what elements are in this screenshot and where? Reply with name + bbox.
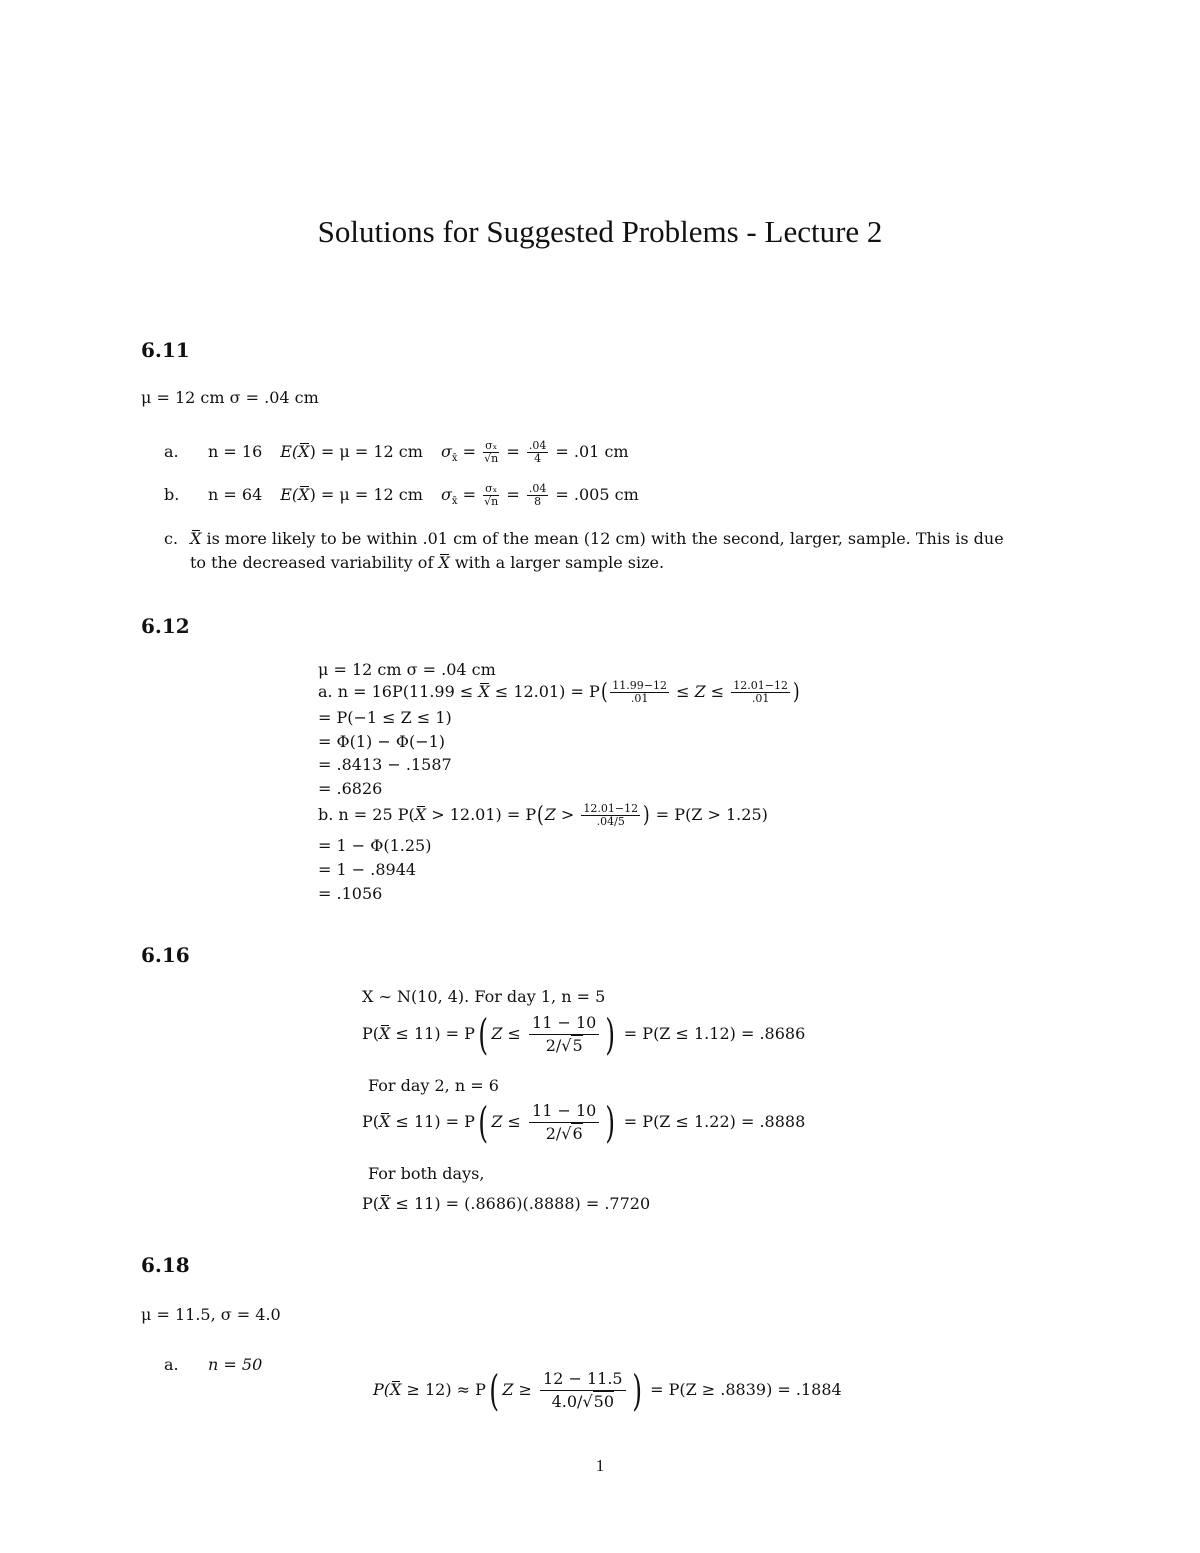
denominator: √n — [484, 452, 499, 465]
sigma-subscript: x̄ — [451, 453, 458, 465]
fraction — [540, 1368, 626, 1413]
numerator: σₓ — [485, 482, 498, 495]
numerator: 11.99−12 — [612, 679, 668, 692]
expectation-value: ) = μ = 12 cm — [309, 485, 423, 504]
part-b-mid: > 12.01) = P — [426, 805, 537, 824]
fraction-sigma-over-root-n — [483, 483, 499, 508]
denominator: .04/5 — [596, 815, 625, 828]
sigma-subscript: x̄ — [451, 496, 458, 508]
denominator-prefix: 4.0/ — [551, 1392, 583, 1411]
numerator: 11 − 10 — [529, 1012, 599, 1035]
fraction — [581, 803, 640, 828]
x-bar-symbol: X — [390, 1380, 402, 1399]
p-mid: ≥ 12) ≈ P — [401, 1380, 486, 1399]
distribution-line: X ∼ N(10, 4). For day 1, n = 5 — [362, 987, 606, 1006]
paren-open: ( — [478, 1009, 489, 1059]
fraction-sigma-over-root-n — [483, 440, 499, 465]
fraction-values — [527, 440, 549, 465]
both-days-line: For both days, — [368, 1164, 485, 1183]
item-6-12-a — [318, 680, 801, 705]
x-bar-symbol: X — [298, 442, 310, 461]
paren-close: ) — [605, 1009, 616, 1059]
denominator: 4.0/√50 — [551, 1392, 615, 1411]
paren-open: ( — [489, 1365, 500, 1415]
radicand: 5 — [572, 1036, 583, 1055]
z-bound: Z ≤ — [491, 1112, 527, 1131]
fraction-lower — [610, 680, 669, 705]
z-bound: ≤ Z ≤ — [671, 682, 730, 701]
paren-close: ) — [605, 1097, 616, 1147]
numerator: σₓ — [485, 439, 498, 452]
item-6-11-c — [164, 529, 1004, 548]
p-mid: ≤ 11) = P — [390, 1024, 475, 1043]
denominator: 2/√5 — [545, 1036, 583, 1055]
denominator: √n — [484, 495, 499, 508]
sample-size: n = 50 — [208, 1355, 263, 1374]
item-6-18-a — [164, 1355, 262, 1374]
fraction-values — [527, 483, 549, 508]
x-bar-symbol: X — [190, 529, 202, 548]
denominator: .01 — [751, 692, 770, 705]
sigma-symbol: σ — [440, 485, 452, 504]
step-line: = .8413 − .1587 — [318, 755, 452, 774]
denominator: 4 — [534, 452, 542, 465]
step-line: = .1056 — [318, 884, 383, 903]
step-line: = Φ(1) − Φ(−1) — [318, 732, 446, 751]
step-line: = P(−1 ≤ Z ≤ 1) — [318, 708, 452, 727]
p-open: P( — [362, 1112, 380, 1131]
sample-size: n = 64 — [208, 485, 263, 504]
section-heading-6-16: 6.16 — [141, 943, 190, 967]
denominator-prefix: 2/ — [545, 1124, 562, 1143]
probability-6-18 — [373, 1365, 842, 1415]
result: ≤ 11) = (.8686)(.8888) = .7720 — [390, 1194, 651, 1213]
p-mid: ≤ 11) = P — [390, 1112, 475, 1131]
radicand: 50 — [593, 1392, 615, 1411]
denominator: 8 — [534, 495, 542, 508]
section-heading-6-18: 6.18 — [141, 1253, 190, 1277]
item-6-11-a — [164, 440, 629, 465]
item-label: b. — [164, 485, 180, 504]
numerator: 12 − 11.5 — [540, 1368, 626, 1391]
given-6-11: μ = 12 cm σ = .04 cm — [141, 388, 319, 407]
result: = P(Z ≥ .8839) = .1884 — [644, 1380, 842, 1399]
expectation-open: E( — [280, 442, 299, 461]
given-6-12: μ = 12 cm σ = .04 cm — [318, 660, 496, 679]
numerator: 12.01−12 — [583, 802, 639, 815]
result: = P(Z ≤ 1.12) = .8686 — [618, 1024, 806, 1043]
denominator-prefix: 2/ — [545, 1036, 562, 1055]
sample-size: n = 16 — [208, 442, 263, 461]
paren-close: ) — [792, 680, 800, 705]
paren-open: ( — [536, 803, 544, 828]
item-label: a. — [164, 1355, 179, 1374]
part-a-mid: ≤ 12.01) = P — [489, 682, 600, 701]
step-line: = 1 − .8944 — [318, 860, 417, 879]
x-bar-symbol: X — [379, 1194, 391, 1213]
denominator: 2/√6 — [545, 1124, 583, 1143]
part-a-prefix: a. n = 16P(11.99 ≤ — [318, 682, 479, 701]
p-open: P( — [362, 1194, 380, 1213]
given-6-18: μ = 11.5, σ = 4.0 — [141, 1305, 281, 1324]
item-6-12-b — [318, 803, 768, 828]
paren-close: ) — [642, 803, 650, 828]
x-bar-symbol: X — [414, 805, 427, 824]
x-bar-symbol: X — [438, 553, 450, 572]
equals: = — [501, 485, 525, 504]
step-line: = 1 − Φ(1.25) — [318, 836, 432, 855]
equals: = — [457, 442, 482, 461]
fraction-upper — [731, 680, 790, 705]
z-bound: Z ≤ — [491, 1024, 527, 1043]
sigma-symbol: σ — [440, 442, 452, 461]
numerator: .04 — [528, 482, 547, 495]
result: = P(Z ≤ 1.22) = .8888 — [618, 1112, 806, 1131]
explanation-line-3: with a larger sample size. — [449, 553, 665, 572]
x-bar-symbol: X — [298, 485, 310, 504]
part-b-result: = P(Z > 1.25) — [650, 805, 768, 824]
standard-error-result: = .005 cm — [550, 485, 639, 504]
radicand: 6 — [572, 1124, 583, 1143]
probability-both-days — [362, 1194, 650, 1213]
paren-open: ( — [600, 680, 608, 705]
fraction — [529, 1012, 599, 1057]
x-bar-symbol: X — [379, 1112, 391, 1131]
part-b-prefix: b. n = 25 P( — [318, 805, 415, 824]
standard-error-result: = .01 cm — [550, 442, 629, 461]
item-label: a. — [164, 442, 179, 461]
expectation-open: E( — [280, 485, 299, 504]
x-bar-symbol: X — [379, 1024, 391, 1043]
x-bar-symbol: X — [478, 682, 490, 701]
equals: = — [457, 485, 482, 504]
numerator: 11 − 10 — [529, 1100, 599, 1123]
fraction — [529, 1100, 599, 1145]
numerator: .04 — [528, 439, 547, 452]
paren-open: ( — [478, 1097, 489, 1147]
paren-close: ) — [631, 1365, 642, 1415]
explanation-line-2: to the decreased variability of — [190, 553, 439, 572]
equals: = — [501, 442, 525, 461]
probability-day-2 — [362, 1097, 806, 1147]
probability-day-1 — [362, 1009, 806, 1059]
expectation-value: ) = μ = 12 cm — [309, 442, 423, 461]
section-heading-6-11: 6.11 — [141, 338, 190, 362]
day-2-line: For day 2, n = 6 — [368, 1076, 499, 1095]
item-6-11-c-cont — [190, 553, 664, 572]
p-open: P( — [373, 1380, 391, 1399]
step-line: = .6826 — [318, 779, 383, 798]
item-label: c. — [164, 529, 179, 548]
p-open: P( — [362, 1024, 380, 1043]
z-bound: Z > — [544, 805, 580, 824]
explanation-line-1: is more likely to be within .01 cm of the mean (12 cm) with the second, larger, sample. This is due — [201, 529, 1004, 548]
page-number: 1 — [595, 1456, 605, 1475]
numerator: 12.01−12 — [733, 679, 789, 692]
item-6-11-b — [164, 483, 639, 508]
page-title: Solutions for Suggested Problems - Lecture 2 — [317, 214, 883, 249]
denominator: .01 — [630, 692, 649, 705]
section-heading-6-12: 6.12 — [141, 614, 190, 638]
z-bound: Z ≥ — [502, 1380, 538, 1399]
